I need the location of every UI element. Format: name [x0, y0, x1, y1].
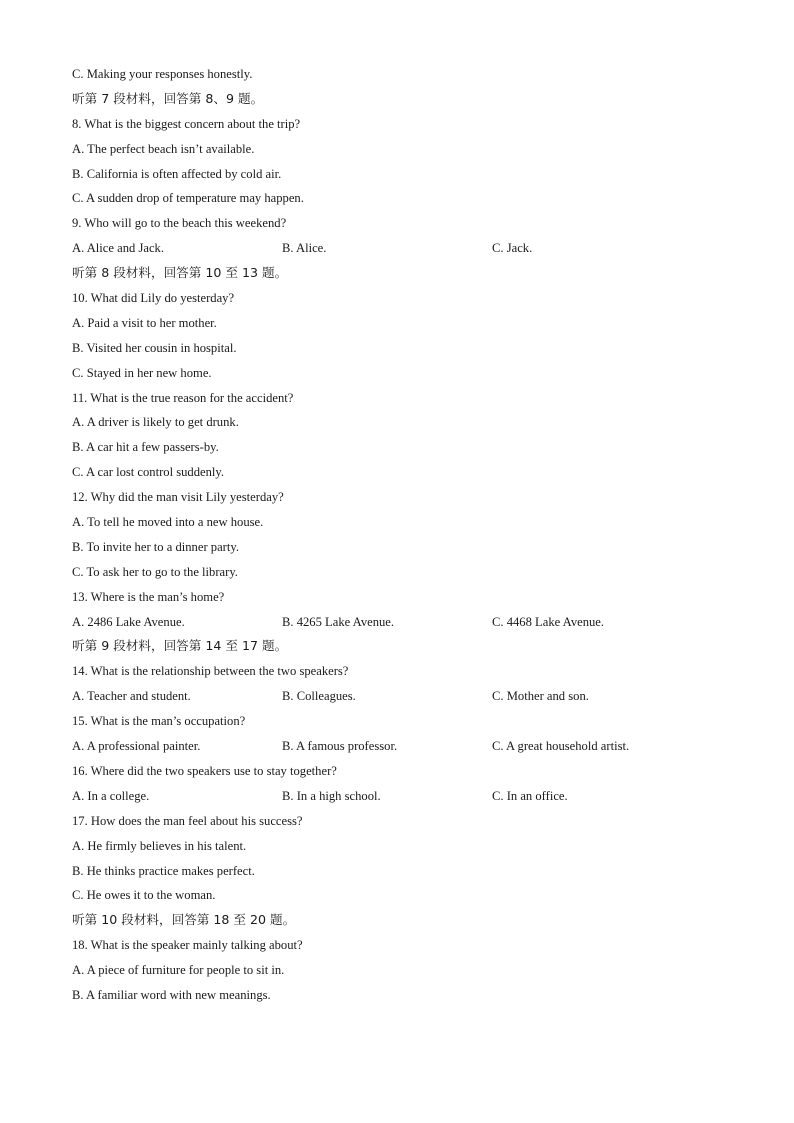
answer-option: A. 2486 Lake Avenue.	[72, 614, 185, 629]
answer-option: A. Alice and Jack.	[72, 241, 164, 256]
section-instruction: 听第 10 段材料，回答第 18 至 20 题。	[72, 912, 296, 928]
text-line: C. A car lost control suddenly.	[72, 465, 225, 480]
answer-option: B. In a high school.	[282, 788, 381, 803]
text-line: 15. What is the man’s occupation?	[72, 714, 246, 729]
text-line: A. The perfect beach isn’t available.	[72, 141, 255, 156]
option-row	[72, 784, 732, 809]
text-line: C. Making your responses honestly.	[72, 67, 253, 81]
text-line: 12. Why did the man visit Lily yesterday?	[72, 490, 284, 505]
text-line: B. He thinks practice makes perfect.	[72, 863, 255, 878]
answer-option: A. In a college.	[72, 788, 150, 803]
answer-option: C. In an office.	[492, 788, 568, 803]
text-line: 14. What is the relationship between the two speakers?	[72, 664, 349, 679]
text-line: 13. Where is the man’s home?	[72, 589, 225, 604]
text-line: 17. How does the man feel about his success?	[72, 813, 303, 828]
text-line: A. To tell he moved into a new house.	[72, 515, 264, 530]
text-line: 18. What is the speaker mainly talking about?	[72, 938, 303, 953]
answer-option: A. A professional painter.	[72, 739, 201, 754]
text-line: A. A piece of furniture for people to sit in.	[72, 963, 285, 978]
text-line: C. He owes it to the woman.	[72, 888, 216, 903]
option-row	[72, 684, 732, 709]
text-line: C. A sudden drop of temperature may happen.	[72, 191, 304, 206]
text-line: 16. Where did the two speakers use to stay together?	[72, 763, 337, 778]
answer-option: B. A famous professor.	[282, 739, 398, 754]
section-instruction: 听第 9 段材料，回答第 14 至 17 题。	[72, 638, 288, 654]
text-line: C. To ask her to go to the library.	[72, 564, 238, 579]
text-line: B. To invite her to a dinner party.	[72, 539, 239, 554]
text-line: B. A familiar word with new meanings.	[72, 987, 271, 1002]
question-list	[72, 62, 732, 1008]
section-instruction: 听第 7 段材料，回答第 8、9 题。	[72, 90, 264, 106]
text-line: 9. Who will go to the beach this weekend?	[72, 216, 287, 231]
text-line: B. A car hit a few passers-by.	[72, 440, 219, 455]
text-line: 11. What is the true reason for the accident?	[72, 390, 294, 405]
text-line: A. Paid a visit to her mother.	[72, 315, 217, 330]
text-line: B. California is often affected by cold air.	[72, 166, 282, 181]
answer-option: C. Jack.	[492, 241, 533, 256]
text-line: A. A driver is likely to get drunk.	[72, 415, 239, 430]
option-row	[72, 610, 732, 635]
option-row	[72, 734, 732, 759]
answer-option: B. Alice.	[282, 241, 327, 256]
text-line: A. He firmly believes in his talent.	[72, 838, 247, 853]
text-line: 8. What is the biggest concern about the trip?	[72, 116, 301, 131]
text-line: 10. What did Lily do yesterday?	[72, 291, 235, 306]
answer-option: A. Teacher and student.	[72, 689, 191, 704]
text-line: B. Visited her cousin in hospital.	[72, 340, 237, 355]
option-row	[72, 236, 732, 261]
answer-option: C. Mother and son.	[492, 689, 589, 704]
answer-option: B. Colleagues.	[282, 689, 356, 704]
answer-option: C. 4468 Lake Avenue.	[492, 614, 605, 629]
section-instruction: 听第 8 段材料，回答第 10 至 13 题。	[72, 265, 288, 281]
answer-option: C. A great household artist.	[492, 739, 630, 754]
text-line: C. Stayed in her new home.	[72, 365, 212, 380]
answer-option: B. 4265 Lake Avenue.	[282, 614, 395, 629]
